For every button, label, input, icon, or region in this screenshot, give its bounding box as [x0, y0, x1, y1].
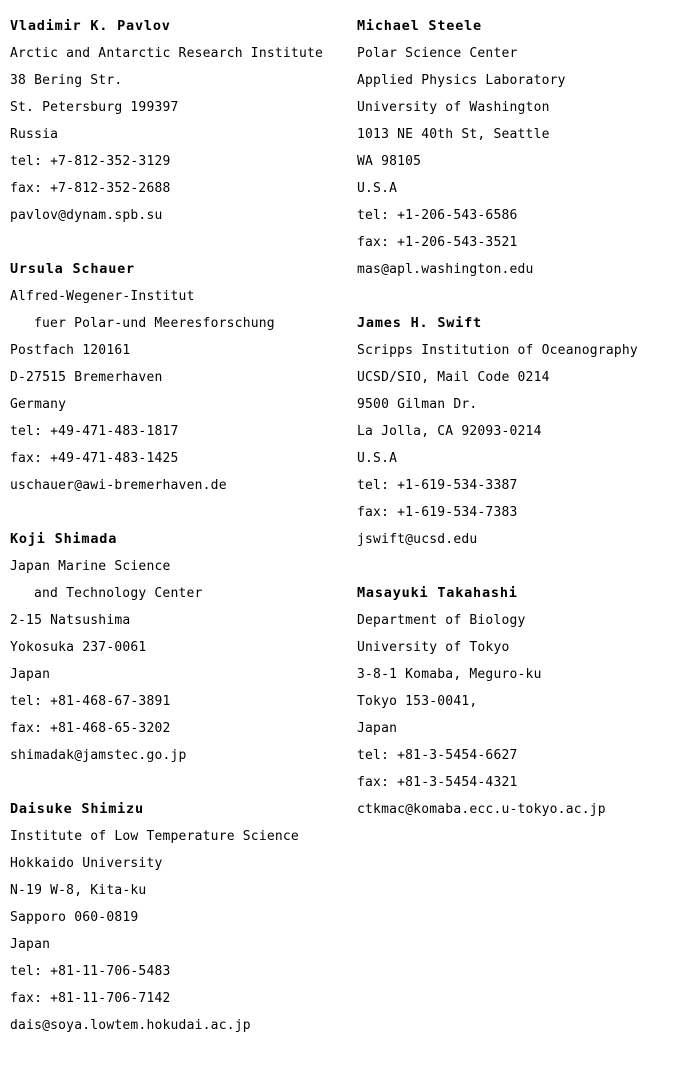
- contact-tel: tel: +81-3-5454-6627: [357, 748, 518, 763]
- contact-country: Germany: [10, 397, 67, 412]
- contact-name: James H. Swift: [357, 315, 482, 331]
- contact-street: N-19 W-8, Kita-ku: [10, 883, 147, 898]
- contact-name: Koji Shimada: [10, 531, 118, 547]
- contact-country: Japan: [10, 937, 51, 952]
- contact-fax: fax: +7-812-352-2688: [10, 181, 171, 196]
- contact-city: Yokosuka 237-0061: [10, 640, 147, 655]
- contact-institution: Polar Science Center: [357, 46, 518, 61]
- contact-shimizu: [10, 796, 350, 1039]
- contact-email: shimadak@jamstec.go.jp: [10, 748, 187, 763]
- contact-email: pavlov@dynam.spb.su: [10, 208, 163, 223]
- contact-city: Tokyo 153-0041,: [357, 694, 478, 709]
- contact-lab: Applied Physics Laboratory: [357, 73, 566, 88]
- contact-university: Hokkaido University: [10, 856, 163, 871]
- contact-fax: fax: +81-3-5454-4321: [357, 775, 518, 790]
- contact-schauer: [10, 256, 350, 499]
- left-column: [10, 13, 350, 1066]
- contact-street: 3-8-1 Komaba, Meguro-ku: [357, 667, 542, 682]
- contact-email: uschauer@awi-bremerhaven.de: [10, 478, 227, 493]
- contact-street: 1013 NE 40th St, Seattle: [357, 127, 550, 142]
- contact-steele: [357, 13, 692, 283]
- contact-institution: Arctic and Antarctic Research Institute: [10, 46, 324, 61]
- contact-fax: fax: +1-619-534-7383: [357, 505, 518, 520]
- contact-fax: fax: +1-206-543-3521: [357, 235, 518, 250]
- contact-street: 2-15 Natsushima: [10, 613, 131, 628]
- contact-tel: tel: +81-468-67-3891: [10, 694, 171, 709]
- contact-country: Japan: [357, 721, 398, 736]
- contact-mailcode: UCSD/SIO, Mail Code 0214: [357, 370, 550, 385]
- contact-university: University of Tokyo: [357, 640, 510, 655]
- contact-street: 38 Bering Str.: [10, 73, 123, 88]
- contact-institution-cont: and Technology Center: [34, 586, 203, 601]
- contact-city: D-27515 Bremerhaven: [10, 370, 163, 385]
- contact-university: University of Washington: [357, 100, 550, 115]
- contact-email: dais@soya.lowtem.hokudai.ac.jp: [10, 1018, 251, 1033]
- contact-city: La Jolla, CA 92093-0214: [357, 424, 542, 439]
- contact-street: 9500 Gilman Dr.: [357, 397, 478, 412]
- contact-fax: fax: +49-471-483-1425: [10, 451, 179, 466]
- contact-name: Ursula Schauer: [10, 261, 135, 277]
- contact-name: Masayuki Takahashi: [357, 585, 518, 601]
- contact-tel: tel: +7-812-352-3129: [10, 154, 171, 169]
- contact-swift: [357, 310, 692, 553]
- contact-email: ctkmac@komaba.ecc.u-tokyo.ac.jp: [357, 802, 606, 817]
- contact-country: Japan: [10, 667, 51, 682]
- contact-city: Sapporo 060-0819: [10, 910, 139, 925]
- contact-name: Daisuke Shimizu: [10, 801, 144, 817]
- contact-email: mas@apl.washington.edu: [357, 262, 534, 277]
- contact-postbox: Postfach 120161: [10, 343, 131, 358]
- contact-state: WA 98105: [357, 154, 422, 169]
- contact-institution-cont: fuer Polar-und Meeresforschung: [34, 316, 275, 331]
- contact-institution: Institute of Low Temperature Science: [10, 829, 299, 844]
- contact-pavlov: [10, 13, 350, 229]
- contact-country: U.S.A: [357, 451, 398, 466]
- contact-institution: Scripps Institution of Oceanography: [357, 343, 638, 358]
- contact-country: Russia: [10, 127, 59, 142]
- contact-fax: fax: +81-11-706-7142: [10, 991, 171, 1006]
- contact-fax: fax: +81-468-65-3202: [10, 721, 171, 736]
- contact-takahashi: [357, 580, 692, 823]
- contact-name: Vladimir K. Pavlov: [10, 18, 171, 34]
- right-column: [357, 13, 692, 850]
- contact-tel: tel: +81-11-706-5483: [10, 964, 171, 979]
- contact-city: St. Petersburg 199397: [10, 100, 179, 115]
- contact-tel: tel: +49-471-483-1817: [10, 424, 179, 439]
- contact-institution: Japan Marine Science: [10, 559, 171, 574]
- contact-department: Department of Biology: [357, 613, 526, 628]
- contact-shimada: [10, 526, 350, 769]
- contact-tel: tel: +1-619-534-3387: [357, 478, 518, 493]
- contact-country: U.S.A: [357, 181, 398, 196]
- contact-name: Michael Steele: [357, 18, 482, 34]
- contact-tel: tel: +1-206-543-6586: [357, 208, 518, 223]
- contact-institution: Alfred-Wegener-Institut: [10, 289, 195, 304]
- contact-email: jswift@ucsd.edu: [357, 532, 478, 547]
